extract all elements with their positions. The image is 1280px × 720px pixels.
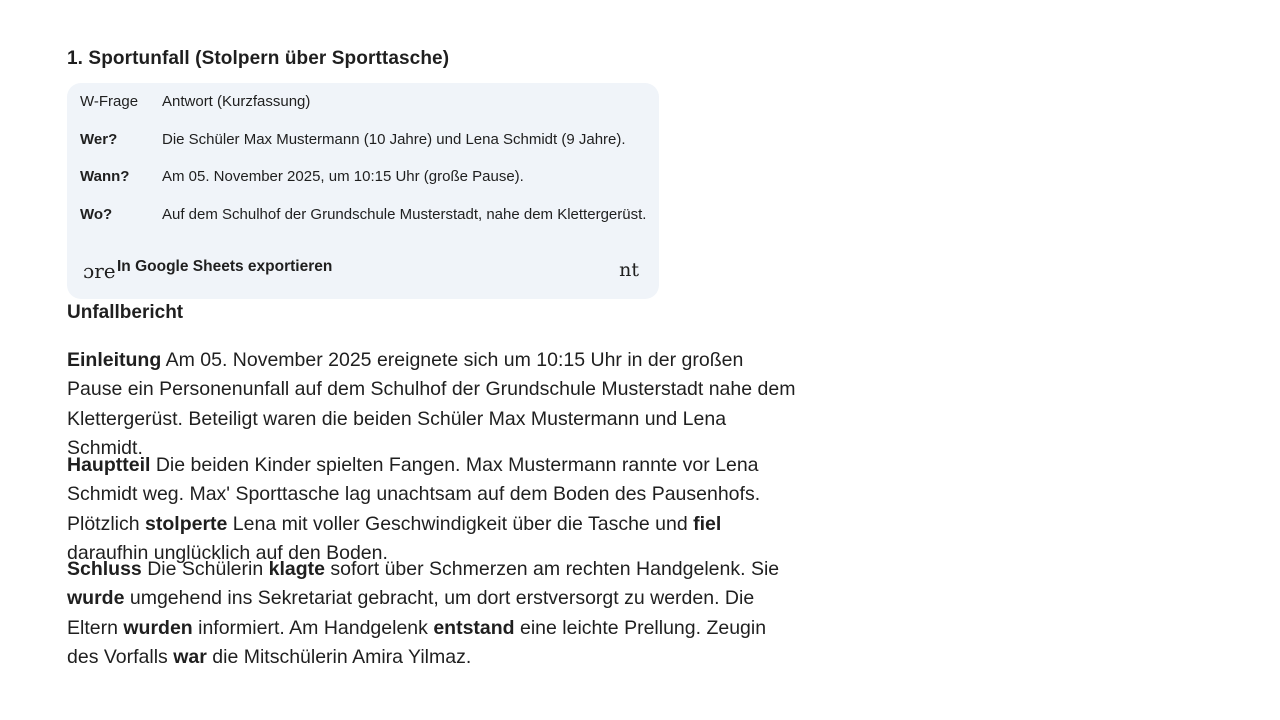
export-label: In Google Sheets exportieren	[117, 258, 333, 275]
question-cell: Wann?	[80, 168, 130, 186]
table-row	[67, 158, 659, 196]
main-paragraph	[67, 451, 797, 568]
report-heading: Unfallbericht	[67, 302, 184, 323]
question-cell: Wer?	[80, 130, 118, 148]
conclusion-text-4: informiert. Am Handgelenk	[192, 616, 434, 639]
answer-table	[67, 83, 659, 233]
conclusion-verb-4: entstand	[433, 616, 515, 639]
conclusion-label: Schluss	[67, 558, 142, 580]
intro-text: Am 05. November 2025 ereignete sich um 10:15 Uhr in der großen Pause ein Personenunfall auf dem Schulhof der Grundschule Musterstadt nahe dem Klettergerüst. Beteiligt waren die beiden Schüler Max Mustermann und Lena Schmidt.	[67, 349, 796, 459]
main-text-3: daraufhin unglücklich auf den Boden.	[67, 541, 388, 564]
conclusion-text-3: umgehend ins Sekretariat gebracht, um dort erstversorgt zu werden. Die Eltern	[67, 587, 755, 639]
table-row	[67, 196, 659, 234]
conclusion-text-1: Die Schülerin	[141, 558, 269, 580]
main-text-1: Die beiden Kinder spielten Fangen. Max Mustermann rannte vor Lena Schmidt weg. Max' Sporttasche lag unachtsam auf dem Boden des Pausenhofs. Plötzlich	[67, 454, 761, 535]
intro-paragraph	[67, 346, 797, 463]
answer-cell: Am 05. November 2025, um 10:15 Uhr (große Pause).	[162, 168, 524, 186]
answer-cell: Die Schüler Max Mustermann (10 Jahre) und Lena Schmidt (9 Jahre).	[162, 130, 626, 148]
answer-cell: Auf dem Schulhof der Grundschule Musterstadt, nahe dem Klettergerüst.	[162, 205, 647, 223]
conclusion-text-2: sofort über Schmerzen am rechten Handgelenk. Sie	[324, 558, 780, 580]
main-label: Hauptteil	[67, 454, 151, 476]
conclusion-verb-5: war	[173, 645, 207, 668]
conclusion-verb-2: wurde	[67, 587, 125, 610]
conclusion-text-5: eine leichte Prellung. Zeugin des Vorfalls	[67, 616, 767, 668]
conclusion-verb-3: wurden	[123, 616, 193, 639]
export-to-sheets-button[interactable]	[67, 235, 659, 299]
conclusion-verb-1: klagte	[268, 558, 325, 580]
table-row	[67, 121, 659, 159]
export-trailing-glyph: nt	[619, 259, 639, 281]
intro-label: Einleitung	[67, 349, 162, 371]
column-header-answer: Antwort (Kurzfassung)	[162, 93, 311, 111]
section-title: 1. Sportunfall (Stolpern über Sporttasche)	[67, 48, 450, 69]
answer-table-card	[67, 83, 659, 299]
conclusion-text-6: die Mitschülerin Amira Yilmaz.	[206, 645, 472, 668]
conclusion-paragraph	[67, 555, 797, 672]
column-header-question: W-Frage	[80, 93, 139, 111]
main-verb-2: fiel	[693, 512, 722, 535]
main-text-2: Lena mit voller Geschwindigkeit über die Tasche und	[227, 512, 694, 535]
question-cell: Wo?	[80, 205, 113, 223]
main-verb-1: stolperte	[145, 512, 228, 535]
table-header-row	[67, 83, 659, 121]
sheets-export-icon: ɔre	[83, 259, 116, 283]
